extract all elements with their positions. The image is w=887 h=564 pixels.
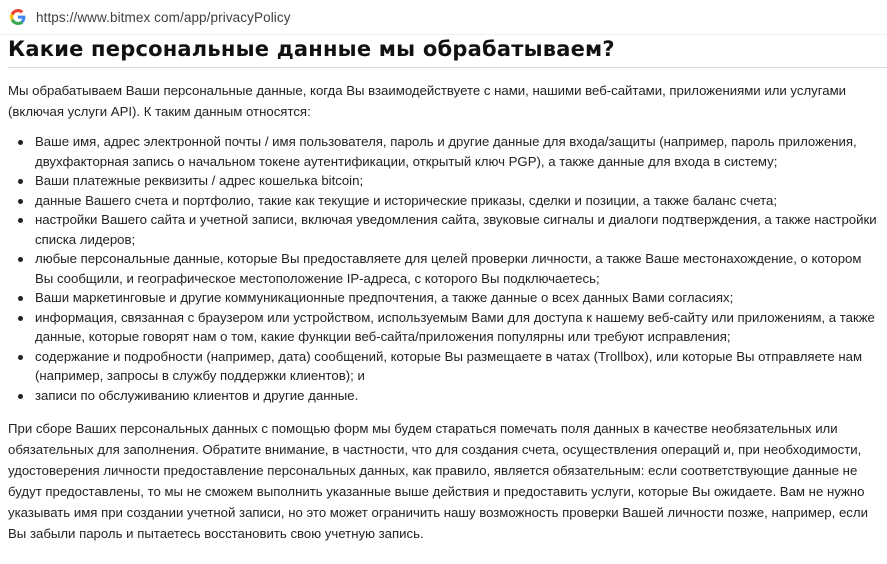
google-g-icon: [10, 9, 26, 25]
page-heading: Какие персональные данные мы обрабатываем?: [8, 37, 887, 68]
list-item: Ваше имя, адрес электронной почты / имя пользователя, пароль и другие данные для входа/защиты (например, пароль приложения, двухфакторная запись о начальном токене аутентификации, открытый ключ PGP), а также данные для входа в систему;: [35, 132, 881, 171]
list-item: записи по обслуживанию клиентов и другие данные.: [35, 386, 881, 406]
data-list: [8, 132, 881, 405]
list-item: Ваши платежные реквизиты / адрес кошелька bitcoin;: [35, 171, 881, 191]
address-bar[interactable]: [0, 0, 887, 35]
list-item: данные Вашего счета и портфолио, такие как текущие и исторические приказы, сделки и позиции, а также баланс счета;: [35, 191, 881, 211]
list-item: Ваши маркетинговые и другие коммуникационные предпочтения, а также данные о всех данных Вами согласиях;: [35, 288, 881, 308]
url-text[interactable]: https://www.bitmex com/app/privacyPolicy: [36, 9, 291, 25]
list-item: любые персональные данные, которые Вы предоставляете для целей проверки личности, а также Ваше местонахождение, о котором Вы сообщили, и географическое местоположение IP-адреса, с которого Вы подключаетесь;: [35, 249, 881, 288]
final-paragraph: При сборе Ваших персональных данных с помощью форм мы будем стараться помечать поля данных в качестве необязательных или обязательных для заполнения. Обратите внимание, в частности, что для создания счета, осуществления операций и, при необходимости, удостоверения личности предоставление персональных данных, как правило, является обязательным: если соответствующие данные не будут предоставлены, то мы не сможем выполнить указанные выше действия и предоставить услуги, которые Вы ожидаете. Вам не нужно указывать имя при создании учетной записи, но это может ограничить нашу возможность проверки Вашей личности позже, например, если Вы забыли пароль и пытаетесь восстановить свою учетную запись.: [8, 421, 868, 541]
page-content: [0, 37, 887, 544]
list-item: содержание и подробности (например, дата) сообщений, которые Вы размещаете в чатах (Trollbox), или которые Вы отправляете нам (например, запросы в службу поддержки клиентов); и: [35, 347, 881, 386]
list-item: настройки Вашего сайта и учетной записи, включая уведомления сайта, звуковые сигналы и диалоги подтверждения, а также настройки списка лидеров;: [35, 210, 881, 249]
list-item: информация, связанная с браузером или устройством, используемым Вами для доступа к нашему веб-сайту или приложениям, а также данные, которые говорят нам о том, какие функции веб-сайта/приложения популярны или требуют исправления;: [35, 308, 881, 347]
intro-paragraph: Мы обрабатываем Ваши персональные данные, когда Вы взаимодействуете с нами, нашими веб-сайтами, приложениями или услугами (включая услуги API). К таким данным относятся:: [8, 83, 847, 119]
